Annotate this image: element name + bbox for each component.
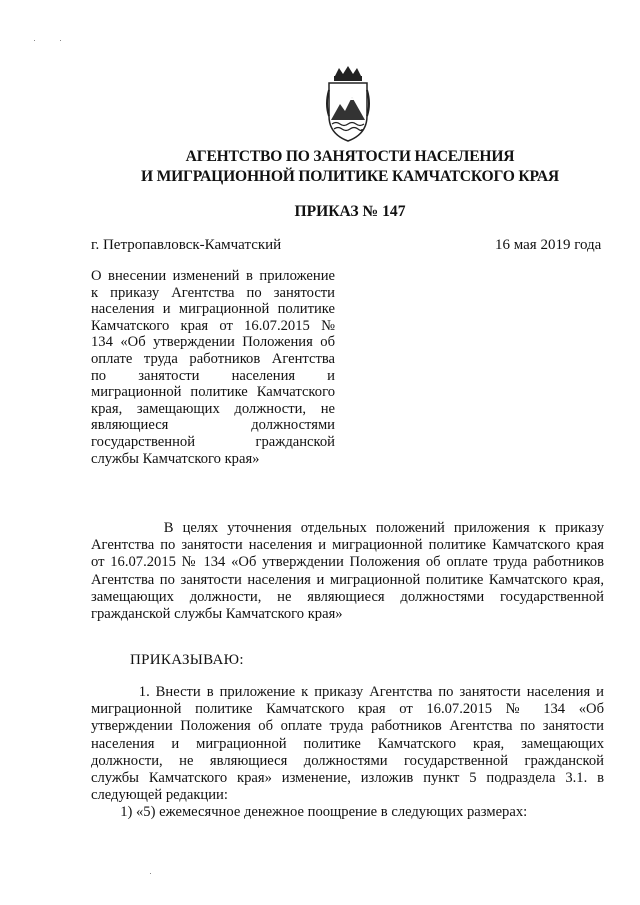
item1-subitem-line: 1) «5) ежемесячное денежное поощрение в следующих размерах: xyxy=(91,804,528,820)
subject-line: являющиеся должностями xyxy=(91,417,335,434)
scan-speck xyxy=(60,40,61,41)
order-place: г. Петропавловск-Камчатский xyxy=(91,237,282,253)
order-date: 16 мая 2019 года xyxy=(495,237,602,253)
subject-line: службы Камчатского края» xyxy=(91,450,260,467)
preamble-line: Агентства по занятости населения и миграционной политике Камчатского края, xyxy=(91,571,604,588)
preamble-paragraph xyxy=(91,520,604,623)
preamble-line: замещающих должности, не являющиеся должностями государственной xyxy=(91,588,604,605)
item1-line: службы Камчатского края» изменение, изложив пункт 5 подраздела 3.1. в xyxy=(91,770,604,787)
item1-line: должности, не являющиеся должностями государственной гражданской xyxy=(91,752,604,769)
item1-subitem xyxy=(91,804,604,821)
subject-line: населения и миграционной политике xyxy=(91,301,335,318)
order-directive-word: ПРИКАЗЫВАЮ: xyxy=(130,652,244,668)
order-title: ПРИКАЗ № 147 xyxy=(294,203,406,220)
subject-line: миграционной политике Камчатского xyxy=(91,384,335,401)
item1-paragraph xyxy=(91,684,604,804)
subject-line: государственной гражданской xyxy=(91,433,335,450)
agency-name-line1: АГЕНТСТВО ПО ЗАНЯТОСТИ НАСЕЛЕНИЯ xyxy=(185,148,515,165)
item1-line: 1. Внести в приложение к приказу Агентства по занятости населения и xyxy=(91,684,604,700)
subject-line: Камчатского края от 16.07.2015 № xyxy=(91,317,335,334)
preamble-line: гражданской службы Камчатского края» xyxy=(91,606,343,623)
subject-line: О внесении изменений в приложение xyxy=(91,268,335,284)
subject-line: края, замещающих должности, не xyxy=(91,400,335,417)
subject-line: оплате труда работников Агентства xyxy=(91,350,335,367)
item1-line: населения и миграционной политике Камчатского края, замещающих xyxy=(91,735,604,752)
scan-speck xyxy=(150,873,151,874)
scan-speck xyxy=(34,40,35,41)
preamble-line: Агентства по занятости населения и миграционной политике Камчатского края xyxy=(91,537,604,554)
subject-line: к приказу Агентства по занятости xyxy=(91,284,335,301)
item1-line: утверждении Положения об оплате труда работников Агентства по занятости xyxy=(91,718,604,735)
order-subject xyxy=(91,268,335,467)
subject-line: 134 «Об утверждении Положения об xyxy=(91,334,335,351)
subject-line: по занятости населения и xyxy=(91,367,335,384)
agency-name-line2: И МИГРАЦИОННОЙ ПОЛИТИКЕ КАМЧАТСКОГО КРАЯ xyxy=(140,168,559,185)
kamchatka-coat-of-arms-icon xyxy=(323,64,373,144)
preamble-line: В целях уточнения отдельных положений приложения к приказу xyxy=(91,520,604,536)
item1-line: миграционной политике Камчатского края от 16.07.2015 № 134 «Об xyxy=(91,701,604,718)
item1-line: следующей редакции: xyxy=(91,787,228,804)
preamble-line: от 16.07.2015 № 134 «Об утверждении Положения об оплате труда работников xyxy=(91,554,604,571)
